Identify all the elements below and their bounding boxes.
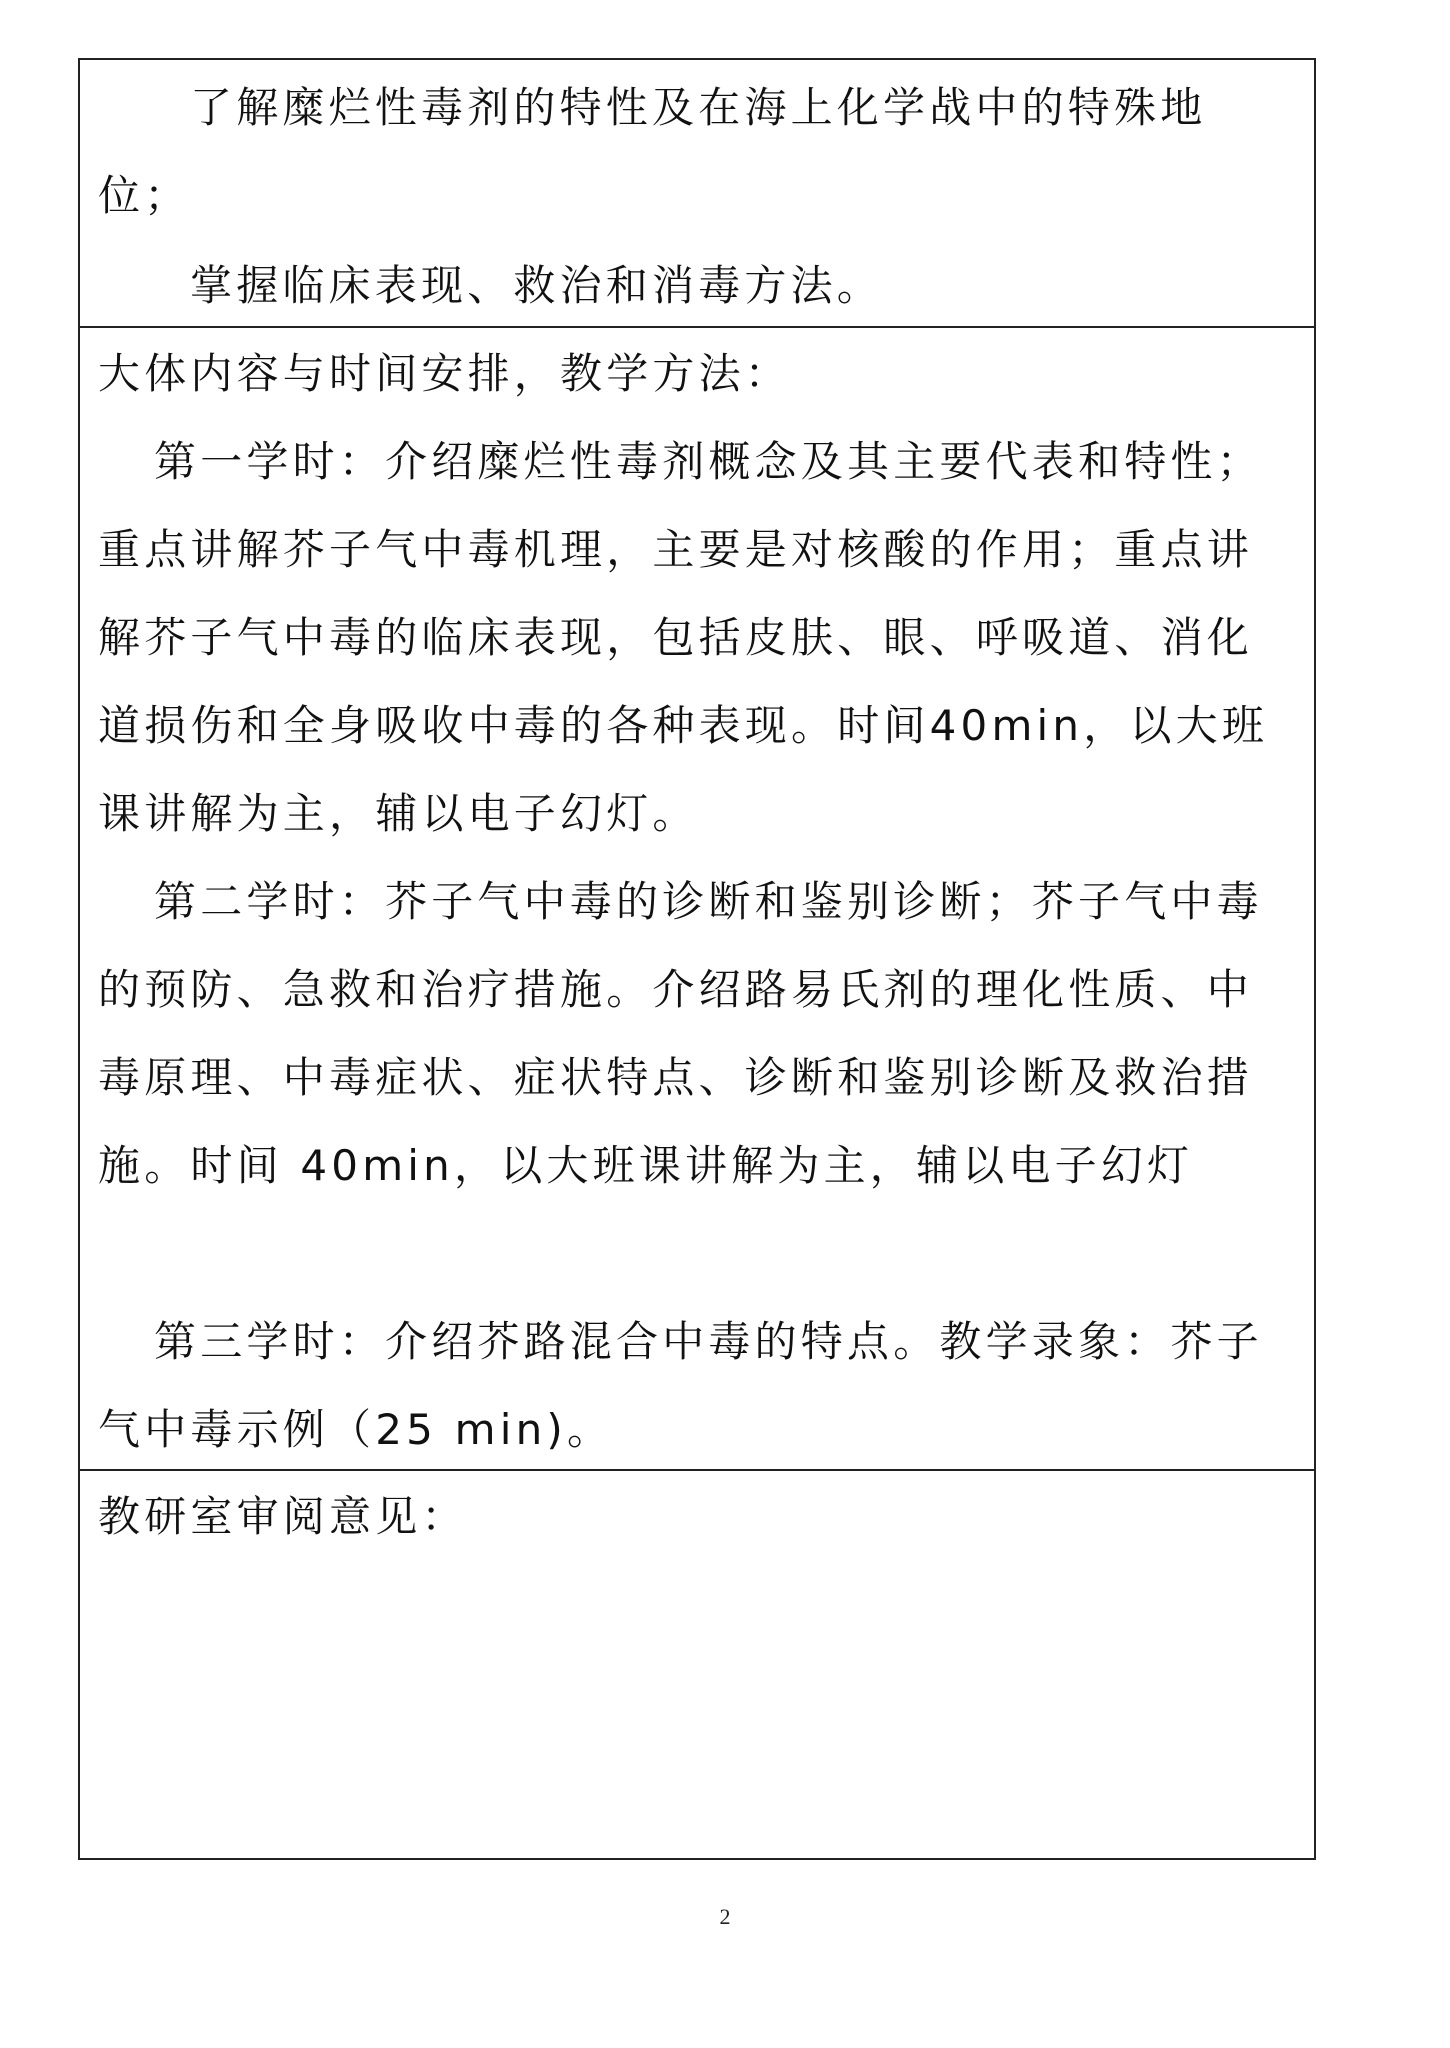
content-schedule-heading: 大体内容与时间安排，教学方法：: [98, 349, 792, 398]
review-heading: 教研室审阅意见：: [98, 1492, 468, 1541]
lesson-plan-form: [78, 58, 1316, 1860]
lesson-1-paragraph: 第一学时：介绍糜烂性毒剂概念及其主要代表和特性；重点讲解芥子气中毒机理，主要是对核酸的作用；重点讲解芥子气中毒的临床表现，包括皮肤、眼、呼吸道、消化道损伤和全身吸收中毒的各种表现。时间40min，以大班课讲解为主，辅以电子幻灯。: [98, 437, 1269, 838]
content-schedule-section: [80, 326, 1314, 1469]
lesson-2-paragraph: 第二学时：芥子气中毒的诊断和鉴别诊断；芥子气中毒的预防、急救和治疗措施。介绍路易氏剂的理化性质、中毒原理、中毒症状、症状特点、诊断和鉴别诊断及救治措施。时间 40min，以大班课讲解为主，辅以电子幻灯: [98, 877, 1263, 1190]
objective-understand: 了解糜烂性毒剂的特性及在海上化学战中的特殊地位；: [98, 83, 1207, 220]
lesson-3-paragraph: 第三学时：介绍芥路混合中毒的特点。教学录象：芥子气中毒示例（25 min)。: [98, 1317, 1263, 1454]
page-number: 2: [719, 1904, 731, 1929]
review-section: [80, 1469, 1314, 1858]
objectives-section: [80, 60, 1314, 326]
objective-master: 掌握临床表现、救治和消毒方法。: [190, 261, 884, 310]
